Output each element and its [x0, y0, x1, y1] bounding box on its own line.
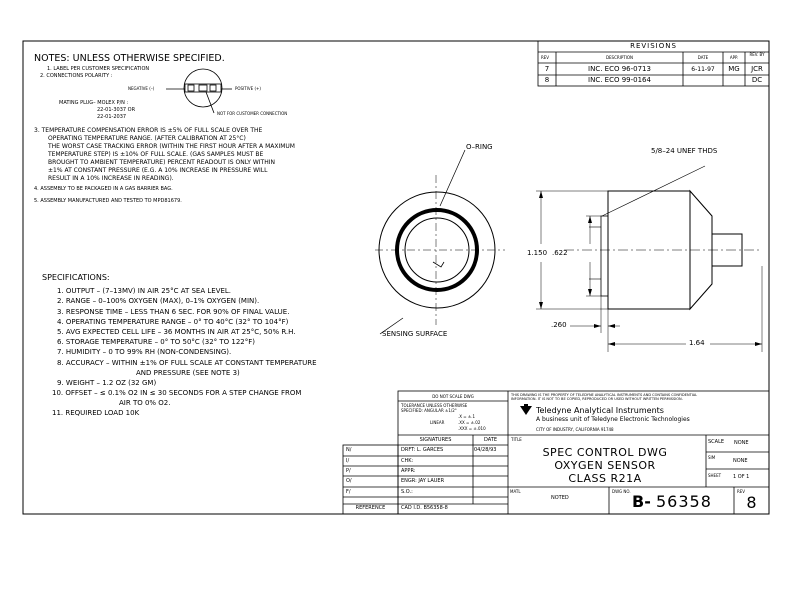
- dim-inner: .622: [552, 249, 568, 257]
- spec-3: 3. RESPONSE TIME – LESS THAN 6 SEC. FOR 90% OF FINAL VALUE.: [57, 308, 290, 316]
- company-city: CITY OF INDUSTRY, CALIFORNIA 91748: [536, 427, 614, 432]
- notes-heading: NOTES: UNLESS OTHERWISE SPECIFIED.: [34, 53, 225, 64]
- dim-length: 1.64: [689, 339, 705, 347]
- note-1: 1. LABEL PER CUSTOMER SPECIFICATION: [47, 66, 150, 72]
- disclaimer-line-1: THIS DRAWING IS THE PROPERTY OF TELEDYNE ANALYTICAL INSTRUMENTS AND CONTAINS CONFIDENTIAL: [511, 393, 698, 397]
- revisions-title: REVISIONS: [630, 42, 677, 50]
- tolerance-linear: LINEAR: [430, 420, 445, 425]
- spec-2: 2. RANGE – 0–100% OXYGEN (MAX), 0–1% OXYGEN (MIN).: [57, 297, 260, 305]
- scale-value: NONE: [734, 440, 749, 446]
- not-for-customer-label: NOT FOR CUSTOMER CONNECTION: [217, 111, 288, 116]
- tolerance-xxx: .XXX = ±.010: [458, 426, 486, 431]
- spec-4: 4. OPERATING TEMPERATURE RANGE – 0° TO 40°C (32° TO 104°F): [57, 318, 289, 326]
- note-2: 2. CONNECTIONS POLARITY :: [40, 73, 113, 79]
- checker: CHK:: [401, 458, 414, 464]
- engineer: ENGR: JAY LAUER: [401, 478, 445, 484]
- sensor-side-view: [564, 166, 762, 309]
- rev-row-2-rev: 8: [544, 76, 550, 84]
- rev-value: 8: [746, 493, 757, 512]
- specs-heading: SPECIFICATIONS:: [42, 273, 110, 282]
- spec-8: 8. ACCURACY – WITHIN ±1% OF FULL SCALE AT CONSTANT TEMPERATURE: [57, 359, 317, 367]
- drafter: DRFT: L. GARCES: [401, 447, 444, 453]
- rev-header-rev: REV: [541, 55, 550, 60]
- rev-header-description: DESCRIPTION: [605, 55, 634, 60]
- rev-row-1-app: MG: [728, 65, 740, 73]
- sheet-label: SHEET: [708, 473, 722, 478]
- ref-row-f: F/: [346, 489, 351, 495]
- dwg-prefix: B-: [632, 492, 651, 511]
- rev-row-2-by: DC: [751, 76, 763, 84]
- oring-label: O–RING: [466, 143, 493, 151]
- rev-header-revby: REV. BY: [749, 52, 765, 57]
- cad-id: CAD I.D. B56358-8: [401, 505, 448, 511]
- dim-diameter: 1.150: [527, 249, 548, 257]
- sim-label: SIM: [708, 455, 716, 460]
- title-line-2: OXYGEN SENSOR: [554, 459, 656, 472]
- teledyne-logo-icon: [520, 404, 532, 415]
- dim-260: .260: [551, 321, 567, 329]
- dimension-lines: [536, 191, 762, 352]
- note-4: 4. ASSEMBLY TO BE PACKAGED IN A GAS BARRIER BAG.: [34, 186, 173, 192]
- spec-1: 1. OUTPUT – (7–13MV) IN AIR 25°C AT SEA LEVEL.: [57, 287, 232, 295]
- ref-row-p: P/: [346, 468, 351, 474]
- rev-header-date: DATE: [697, 55, 709, 60]
- note-3-line-1: 3. TEMPERATURE COMPENSATION ERROR IS ±5% OF FULL SCALE OVER THE: [34, 127, 263, 134]
- note-3-line-7: RESULT IN A 10% INCREASE IN READING).: [48, 175, 174, 182]
- rev-row-2-desc: INC. ECO 99-0164: [588, 76, 651, 84]
- mating-plug-label: MATING PLUG– MOLEX P/N :: [59, 100, 129, 106]
- drafter-date: 04/28/93: [474, 447, 497, 453]
- tolerance-line-1: TOLERANCE UNLESS OTHERWISE: [401, 403, 468, 408]
- thread-label: 5/8–24 UNEF THDS: [651, 147, 718, 155]
- tolerance-xx: .XX = ±.02: [458, 420, 481, 425]
- note-3-line-3: THE WORST CASE TRACKING ERROR (WITHIN THE FIRST HOUR AFTER A MAXIMUM: [48, 143, 295, 150]
- date-header: DATE: [483, 437, 497, 443]
- mating-pn-2: 22-01-2037: [97, 114, 127, 120]
- rev-row-1-by: JCR: [751, 65, 763, 73]
- note-5: 5. ASSEMBLY MANUFACTURED AND TESTED TO MPD81679.: [34, 198, 182, 204]
- ref-row-n: N/: [346, 447, 352, 453]
- scale-label: SCALE: [708, 439, 725, 445]
- approver: APPR:: [401, 468, 416, 474]
- disclaimer-line-2: INFORMATION. IT IS NOT TO BE COPIED, REPRODUCED OR USED WITHOUT WRITTEN PERMISSION.: [511, 397, 683, 401]
- spec-9: 9. WEIGHT – 1.2 OZ (32 GM): [57, 379, 157, 387]
- dwg-number: 56358: [656, 492, 712, 511]
- sim-value: NONE: [733, 458, 748, 464]
- sales-order: S.O.:: [401, 489, 413, 495]
- spec-7: 7. HUMIDITY – 0 TO 99% RH (NON-CONDENSING).: [57, 348, 232, 356]
- negative-label: NEGATIVE (–): [128, 86, 155, 91]
- rev-row-1-date: 6-11-97: [691, 66, 715, 73]
- tolerance-line-2: SPECIFIED: ANGULAR ±1/2°: [401, 408, 457, 413]
- ref-row-i: I/: [346, 458, 350, 464]
- rev-row-1-rev: 7: [544, 65, 550, 73]
- spec-10-cont: AIR TO 0% O2.: [119, 399, 171, 407]
- material-label: MATL: [510, 489, 521, 494]
- note-3-line-6: ±1% AT CONSTANT PRESSURE (E.G. A 10% INCREASE IN PRESSURE WILL: [48, 167, 268, 174]
- spec-8-cont: AND PRESSURE (SEE NOTE 3): [136, 369, 240, 377]
- rev-label: REV: [737, 489, 746, 494]
- note-3-line-5: BROUGHT TO AMBIENT TEMPERATURE) PERCENT READOUT IS ONLY WITHIN: [48, 159, 275, 166]
- business-unit: A business unit of Teledyne Electronic Technologies: [536, 416, 690, 423]
- positive-label: POSITIVE (+): [235, 86, 261, 91]
- sensor-end-view: [375, 150, 505, 334]
- spec-5: 5. AVG EXPECTED CELL LIFE – 36 MONTHS IN AIR AT 25°C, 50% R.H.: [57, 328, 296, 336]
- company-name: Teledyne Analytical Instruments: [536, 406, 664, 415]
- ref-row-o: O/: [346, 478, 352, 484]
- material-value: NOTED: [551, 495, 569, 501]
- spec-11: 11. REQUIRED LOAD 10K: [52, 409, 140, 417]
- connector-sketch: [166, 69, 232, 113]
- note-3-line-2: OPERATING TEMPERATURE RANGE. (AFTER CALIBRATION AT 25°C): [48, 135, 246, 142]
- rev-header-app: APP.: [729, 55, 739, 60]
- title-line-3: CLASS R21A: [568, 472, 642, 485]
- dimension-arrows: [539, 191, 762, 346]
- dwg-no-label: DWG NO.: [612, 489, 631, 494]
- reference-label: REFERENCE: [355, 505, 386, 511]
- spec-10: 10. OFFSET – ≤ 0.1% O2 IN ≤ 30 SECONDS FOR A STEP CHANGE FROM: [52, 389, 302, 397]
- tolerance-x: .X = ±.1: [458, 414, 476, 419]
- spec-6: 6. STORAGE TEMPERATURE – 0° TO 50°C (32° TO 122°F): [57, 338, 255, 346]
- rev-row-1-desc: INC. ECO 96-0713: [588, 65, 651, 73]
- note-3-line-4: TEMPERATURE STEP) IS ±10% OF FULL SCALE. (GAS SAMPLES MUST BE: [48, 151, 264, 158]
- title-label: TITLE: [511, 437, 522, 442]
- sensing-surface-label: SENSING SURFACE: [382, 330, 448, 338]
- title-line-1: SPEC CONTROL DWG: [542, 446, 668, 459]
- signatures-header: SIGNATURES: [419, 437, 452, 443]
- sheet-value: 1 OF 1: [733, 474, 750, 480]
- do-not-scale: DO NOT SCALE DWG: [432, 394, 474, 399]
- mating-pn-1: 22-01-3037 OR: [97, 107, 136, 113]
